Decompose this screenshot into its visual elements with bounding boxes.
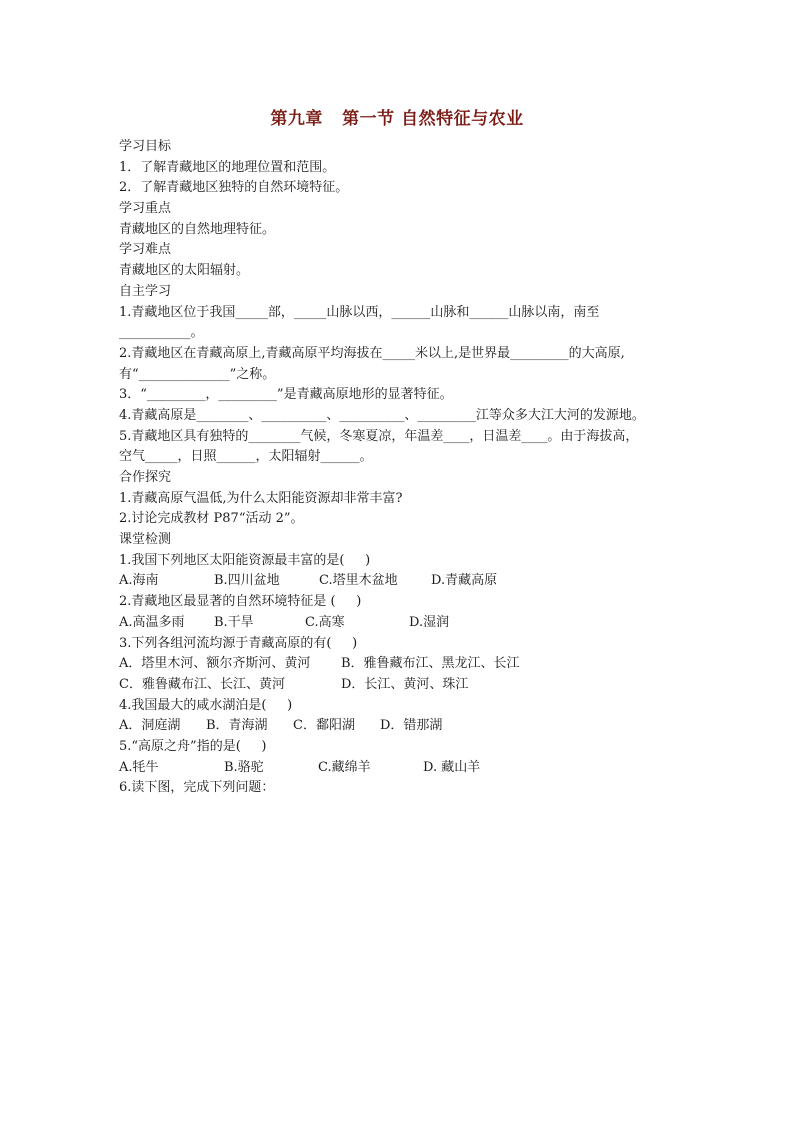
answer-option: D. 藏山羊 <box>423 759 481 775</box>
text-line: 课堂检测 <box>119 532 172 548</box>
text-line: 学习目标 <box>119 139 172 154</box>
answer-option: A.高温多雨 <box>119 614 185 630</box>
text-line: 1.青藏高原气温低,为什么太阳能资源却非常丰富? <box>119 490 403 506</box>
answer-option: C.藏绵羊 <box>318 759 371 775</box>
question-stem: 3.下列各组河流均源于青藏高原的有( ) <box>119 635 358 651</box>
text-line: 1.青藏地区位于我国_____部，_____山脉以西，______山脉和______山脉以南，南至 <box>119 304 600 320</box>
worksheet-body <box>119 137 679 799</box>
text-line: 4.青藏高原是________、__________、__________、_________江等众多大江大河的发源地。 <box>119 407 645 423</box>
text-line: 学习重点 <box>119 201 172 217</box>
text-line: 自主学习 <box>119 283 172 299</box>
text-line: 2．了解青藏地区独特的自然环境特征。 <box>119 180 349 196</box>
question-stem: 5.“高原之舟”指的是( ) <box>119 738 267 754</box>
text-line: 有“______________”之称。 <box>119 366 276 382</box>
text-line: 2.青藏地区在青藏高原上,青藏高原平均海拔在_____米以上,是世界最_________的大高原, <box>119 345 625 361</box>
answer-option: B．雅鲁藏布江、黑龙江、长江 <box>341 656 520 672</box>
answer-option: C．雅鲁藏布江、长江、黄河 <box>119 676 285 692</box>
question-stem: 1.我国下列地区太阳能资源最丰富的是( ) <box>119 552 371 568</box>
text-line: ___________。 <box>119 325 204 341</box>
answer-option: C.塔里木盆地 <box>319 573 398 589</box>
option-row <box>119 613 679 634</box>
text-line: 青藏地区的自然地理特征。 <box>119 221 276 237</box>
answer-option: C．鄱阳湖 <box>293 718 355 734</box>
text-line: 合作探究 <box>119 470 172 485</box>
option-row <box>119 675 679 696</box>
option-row <box>119 758 679 779</box>
option-row <box>119 716 679 737</box>
answer-option: D.湿润 <box>409 614 450 630</box>
text-line: 空气_____，日照______，太阳辐射______。 <box>119 449 373 465</box>
text-line: 学习难点 <box>119 242 172 258</box>
answer-option: B.骆驼 <box>224 759 264 775</box>
answer-option: B.四川盆地 <box>214 573 280 589</box>
answer-option: D.青藏高原 <box>431 573 498 589</box>
answer-option: A．洞庭湖 <box>119 718 181 734</box>
answer-option: A．塔里木河、额尔齐斯河、黄河 <box>119 656 311 672</box>
text-line: 青藏地区的太阳辐射。 <box>119 263 250 279</box>
question-stem: 6.读下图，完成下列问题： <box>119 780 275 796</box>
option-row <box>119 654 679 675</box>
answer-option: B．青海湖 <box>206 718 268 734</box>
option-row <box>119 571 679 592</box>
text-line: 5.青藏地区具有独特的________气候，冬寒夏凉，年温差____，日温差____。由于海拔高， <box>119 428 639 444</box>
answer-option: A.牦牛 <box>119 759 159 775</box>
text-line: 1．了解青藏地区的地理位置和范围。 <box>119 159 336 175</box>
answer-option: D．错那湖 <box>380 718 443 734</box>
answer-option: B.干旱 <box>214 614 254 630</box>
answer-option: D．长江、黄河、珠江 <box>341 676 469 692</box>
page-title: 第九章 第一节 自然特征与农业 <box>270 109 524 129</box>
text-line: 3．“_________，_________”是青藏高原地形的显著特征。 <box>119 387 453 403</box>
answer-option: A.海南 <box>119 573 159 589</box>
question-stem: 4.我国最大的咸水湖泊是( ) <box>119 697 293 713</box>
answer-option: C.高寒 <box>305 614 345 630</box>
text-line: 2.讨论完成教材 P87“活动 2”。 <box>119 511 304 527</box>
question-stem: 2.青藏地区最显著的自然环境特征是 ( ) <box>119 594 362 610</box>
